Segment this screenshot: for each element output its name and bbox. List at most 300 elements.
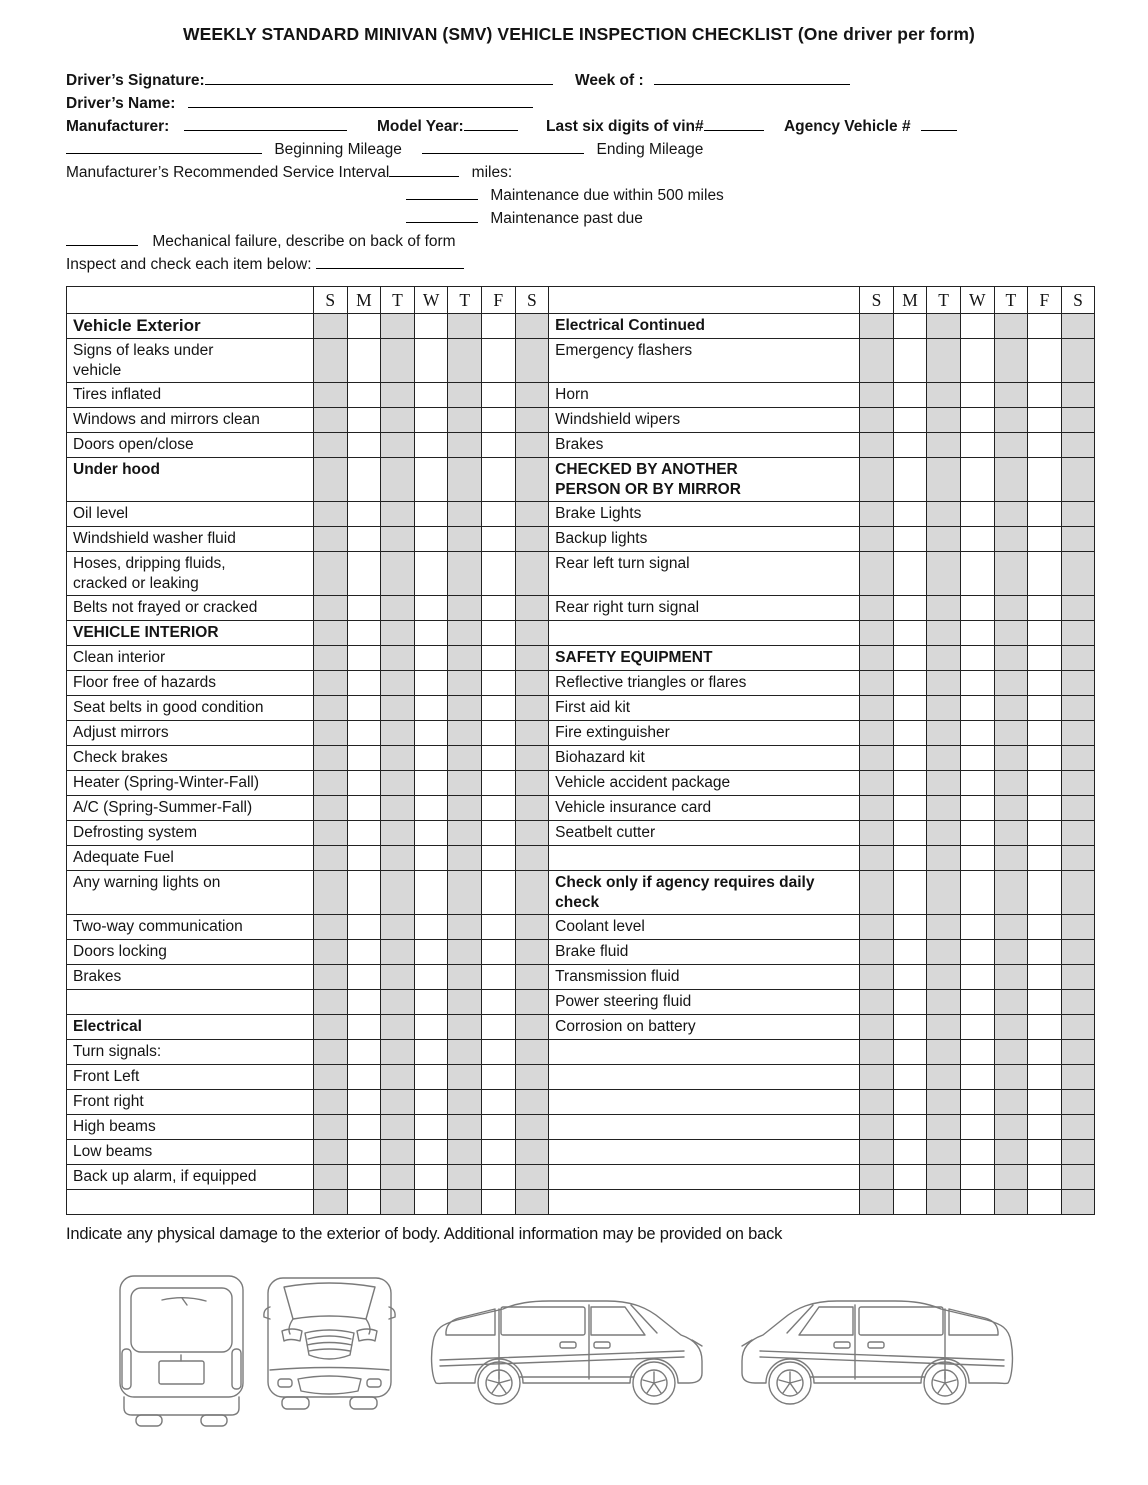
day-check-cell-wed-left[interactable] bbox=[414, 621, 448, 646]
day-check-cell-mon-right[interactable] bbox=[893, 458, 927, 502]
day-check-cell-thu-left[interactable] bbox=[448, 915, 482, 940]
day-check-cell-sun-right[interactable] bbox=[860, 821, 894, 846]
day-check-cell-mon-right[interactable] bbox=[893, 771, 927, 796]
day-check-cell-fri-left[interactable] bbox=[481, 1015, 515, 1040]
day-check-cell-tue-left[interactable] bbox=[381, 383, 415, 408]
day-check-cell-sat-left[interactable] bbox=[515, 846, 549, 871]
day-check-cell-wed-right[interactable] bbox=[960, 796, 994, 821]
day-check-cell-thu-right[interactable] bbox=[994, 1065, 1028, 1090]
day-check-cell-sun-right[interactable] bbox=[860, 1115, 894, 1140]
day-check-cell-tue-left[interactable] bbox=[381, 646, 415, 671]
day-check-cell-tue-right[interactable] bbox=[927, 527, 961, 552]
day-check-cell-sat-right[interactable] bbox=[1061, 1140, 1095, 1165]
day-check-cell-sat-left[interactable] bbox=[515, 1190, 549, 1215]
day-check-cell-tue-right[interactable] bbox=[927, 1040, 961, 1065]
day-check-cell-mon-left[interactable] bbox=[347, 746, 381, 771]
day-check-cell-fri-left[interactable] bbox=[481, 696, 515, 721]
day-check-cell-mon-right[interactable] bbox=[893, 671, 927, 696]
day-check-cell-thu-right[interactable] bbox=[994, 1090, 1028, 1115]
day-check-cell-thu-right[interactable] bbox=[994, 990, 1028, 1015]
day-check-cell-tue-right[interactable] bbox=[927, 796, 961, 821]
day-check-cell-fri-left[interactable] bbox=[481, 527, 515, 552]
day-check-cell-sun-right[interactable] bbox=[860, 1015, 894, 1040]
day-check-cell-tue-right[interactable] bbox=[927, 596, 961, 621]
day-check-cell-thu-left[interactable] bbox=[448, 1065, 482, 1090]
day-check-cell-thu-left[interactable] bbox=[448, 990, 482, 1015]
day-check-cell-sat-left[interactable] bbox=[515, 502, 549, 527]
drivers-signature-input[interactable] bbox=[205, 71, 553, 85]
day-check-cell-sat-right[interactable] bbox=[1061, 527, 1095, 552]
day-check-cell-thu-right[interactable] bbox=[994, 1140, 1028, 1165]
day-check-cell-fri-left[interactable] bbox=[481, 871, 515, 915]
day-check-cell-fri-left[interactable] bbox=[481, 458, 515, 502]
day-check-cell-sat-right[interactable] bbox=[1061, 940, 1095, 965]
day-check-cell-sun-left[interactable] bbox=[314, 383, 348, 408]
day-check-cell-fri-right[interactable] bbox=[1028, 821, 1062, 846]
day-check-cell-tue-right[interactable] bbox=[927, 408, 961, 433]
day-check-cell-sun-right[interactable] bbox=[860, 621, 894, 646]
day-check-cell-mon-right[interactable] bbox=[893, 846, 927, 871]
day-check-cell-sat-right[interactable] bbox=[1061, 1165, 1095, 1190]
day-check-cell-tue-left[interactable] bbox=[381, 1115, 415, 1140]
day-check-cell-mon-left[interactable] bbox=[347, 671, 381, 696]
day-check-cell-sun-right[interactable] bbox=[860, 383, 894, 408]
day-check-cell-sun-right[interactable] bbox=[860, 671, 894, 696]
drivers-name-input[interactable] bbox=[188, 94, 533, 108]
day-check-cell-mon-right[interactable] bbox=[893, 871, 927, 915]
day-check-cell-mon-left[interactable] bbox=[347, 527, 381, 552]
day-check-cell-sun-left[interactable] bbox=[314, 696, 348, 721]
day-check-cell-sat-left[interactable] bbox=[515, 1090, 549, 1115]
day-check-cell-sat-left[interactable] bbox=[515, 821, 549, 846]
day-check-cell-sun-right[interactable] bbox=[860, 527, 894, 552]
day-check-cell-wed-right[interactable] bbox=[960, 527, 994, 552]
day-check-cell-mon-right[interactable] bbox=[893, 746, 927, 771]
day-check-cell-sun-left[interactable] bbox=[314, 671, 348, 696]
day-check-cell-sat-left[interactable] bbox=[515, 552, 549, 596]
day-check-cell-wed-left[interactable] bbox=[414, 527, 448, 552]
day-check-cell-sat-left[interactable] bbox=[515, 990, 549, 1015]
day-check-cell-wed-right[interactable] bbox=[960, 846, 994, 871]
day-check-cell-sun-right[interactable] bbox=[860, 596, 894, 621]
day-check-cell-sun-left[interactable] bbox=[314, 621, 348, 646]
day-check-cell-thu-left[interactable] bbox=[448, 646, 482, 671]
day-check-cell-thu-left[interactable] bbox=[448, 771, 482, 796]
day-check-cell-mon-left[interactable] bbox=[347, 1115, 381, 1140]
day-check-cell-tue-right[interactable] bbox=[927, 1090, 961, 1115]
day-check-cell-tue-left[interactable] bbox=[381, 621, 415, 646]
day-check-cell-wed-left[interactable] bbox=[414, 596, 448, 621]
day-check-cell-tue-right[interactable] bbox=[927, 1015, 961, 1040]
day-check-cell-wed-left[interactable] bbox=[414, 1190, 448, 1215]
day-check-cell-fri-left[interactable] bbox=[481, 1090, 515, 1115]
day-check-cell-sat-left[interactable] bbox=[515, 646, 549, 671]
day-check-cell-thu-left[interactable] bbox=[448, 433, 482, 458]
day-check-cell-wed-left[interactable] bbox=[414, 1015, 448, 1040]
day-check-cell-sat-left[interactable] bbox=[515, 314, 549, 339]
day-check-cell-fri-left[interactable] bbox=[481, 1065, 515, 1090]
day-check-cell-wed-left[interactable] bbox=[414, 458, 448, 502]
day-check-cell-wed-left[interactable] bbox=[414, 314, 448, 339]
day-check-cell-mon-right[interactable] bbox=[893, 1190, 927, 1215]
day-check-cell-fri-right[interactable] bbox=[1028, 746, 1062, 771]
day-check-cell-wed-left[interactable] bbox=[414, 1165, 448, 1190]
day-check-cell-fri-right[interactable] bbox=[1028, 1065, 1062, 1090]
day-check-cell-sun-left[interactable] bbox=[314, 965, 348, 990]
day-check-cell-mon-left[interactable] bbox=[347, 846, 381, 871]
day-check-cell-wed-right[interactable] bbox=[960, 1040, 994, 1065]
day-check-cell-wed-left[interactable] bbox=[414, 696, 448, 721]
maintenance-due-input[interactable] bbox=[406, 186, 478, 200]
day-check-cell-thu-right[interactable] bbox=[994, 596, 1028, 621]
day-check-cell-sat-left[interactable] bbox=[515, 1040, 549, 1065]
day-check-cell-sat-left[interactable] bbox=[515, 1165, 549, 1190]
day-check-cell-sat-right[interactable] bbox=[1061, 1115, 1095, 1140]
day-check-cell-sat-right[interactable] bbox=[1061, 458, 1095, 502]
day-check-cell-mon-left[interactable] bbox=[347, 339, 381, 383]
day-check-cell-sat-right[interactable] bbox=[1061, 621, 1095, 646]
day-check-cell-sat-right[interactable] bbox=[1061, 552, 1095, 596]
day-check-cell-thu-right[interactable] bbox=[994, 871, 1028, 915]
day-check-cell-mon-left[interactable] bbox=[347, 458, 381, 502]
day-check-cell-fri-right[interactable] bbox=[1028, 1115, 1062, 1140]
day-check-cell-mon-left[interactable] bbox=[347, 1165, 381, 1190]
day-check-cell-sat-right[interactable] bbox=[1061, 596, 1095, 621]
day-check-cell-sat-right[interactable] bbox=[1061, 965, 1095, 990]
day-check-cell-tue-right[interactable] bbox=[927, 1115, 961, 1140]
day-check-cell-sun-left[interactable] bbox=[314, 796, 348, 821]
day-check-cell-sun-left[interactable] bbox=[314, 1015, 348, 1040]
day-check-cell-sat-right[interactable] bbox=[1061, 746, 1095, 771]
day-check-cell-mon-left[interactable] bbox=[347, 1040, 381, 1065]
day-check-cell-sat-left[interactable] bbox=[515, 696, 549, 721]
day-check-cell-sun-left[interactable] bbox=[314, 314, 348, 339]
day-check-cell-sun-left[interactable] bbox=[314, 1140, 348, 1165]
day-check-cell-mon-right[interactable] bbox=[893, 433, 927, 458]
day-check-cell-wed-right[interactable] bbox=[960, 1090, 994, 1115]
day-check-cell-fri-right[interactable] bbox=[1028, 771, 1062, 796]
day-check-cell-sat-right[interactable] bbox=[1061, 821, 1095, 846]
day-check-cell-wed-left[interactable] bbox=[414, 721, 448, 746]
day-check-cell-thu-right[interactable] bbox=[994, 965, 1028, 990]
day-check-cell-sat-left[interactable] bbox=[515, 527, 549, 552]
day-check-cell-thu-left[interactable] bbox=[448, 596, 482, 621]
day-check-cell-sat-right[interactable] bbox=[1061, 871, 1095, 915]
day-check-cell-sun-right[interactable] bbox=[860, 408, 894, 433]
day-check-cell-thu-right[interactable] bbox=[994, 314, 1028, 339]
day-check-cell-fri-left[interactable] bbox=[481, 596, 515, 621]
day-check-cell-thu-left[interactable] bbox=[448, 339, 482, 383]
day-check-cell-sat-left[interactable] bbox=[515, 1140, 549, 1165]
day-check-cell-wed-right[interactable] bbox=[960, 1190, 994, 1215]
day-check-cell-mon-right[interactable] bbox=[893, 527, 927, 552]
day-check-cell-wed-right[interactable] bbox=[960, 771, 994, 796]
day-check-cell-wed-right[interactable] bbox=[960, 1165, 994, 1190]
day-check-cell-sat-left[interactable] bbox=[515, 1015, 549, 1040]
day-check-cell-wed-left[interactable] bbox=[414, 1065, 448, 1090]
day-check-cell-wed-left[interactable] bbox=[414, 940, 448, 965]
day-check-cell-thu-left[interactable] bbox=[448, 1165, 482, 1190]
day-check-cell-sun-left[interactable] bbox=[314, 1040, 348, 1065]
day-check-cell-wed-right[interactable] bbox=[960, 915, 994, 940]
day-check-cell-thu-left[interactable] bbox=[448, 940, 482, 965]
day-check-cell-wed-left[interactable] bbox=[414, 1090, 448, 1115]
day-check-cell-sat-right[interactable] bbox=[1061, 383, 1095, 408]
day-check-cell-wed-left[interactable] bbox=[414, 821, 448, 846]
maintenance-past-input[interactable] bbox=[406, 209, 478, 223]
day-check-cell-thu-right[interactable] bbox=[994, 646, 1028, 671]
day-check-cell-mon-left[interactable] bbox=[347, 1190, 381, 1215]
day-check-cell-thu-left[interactable] bbox=[448, 671, 482, 696]
beginning-mileage-input[interactable] bbox=[66, 140, 262, 154]
day-check-cell-sat-left[interactable] bbox=[515, 596, 549, 621]
day-check-cell-mon-right[interactable] bbox=[893, 796, 927, 821]
day-check-cell-sat-right[interactable] bbox=[1061, 915, 1095, 940]
day-check-cell-wed-left[interactable] bbox=[414, 502, 448, 527]
day-check-cell-wed-right[interactable] bbox=[960, 552, 994, 596]
day-check-cell-mon-right[interactable] bbox=[893, 1090, 927, 1115]
day-check-cell-thu-left[interactable] bbox=[448, 552, 482, 596]
day-check-cell-mon-right[interactable] bbox=[893, 646, 927, 671]
day-check-cell-tue-left[interactable] bbox=[381, 746, 415, 771]
day-check-cell-wed-left[interactable] bbox=[414, 552, 448, 596]
day-check-cell-thu-right[interactable] bbox=[994, 746, 1028, 771]
day-check-cell-fri-left[interactable] bbox=[481, 771, 515, 796]
day-check-cell-fri-right[interactable] bbox=[1028, 990, 1062, 1015]
day-check-cell-mon-left[interactable] bbox=[347, 502, 381, 527]
day-check-cell-mon-right[interactable] bbox=[893, 915, 927, 940]
day-check-cell-sun-left[interactable] bbox=[314, 408, 348, 433]
day-check-cell-fri-left[interactable] bbox=[481, 552, 515, 596]
day-check-cell-wed-left[interactable] bbox=[414, 915, 448, 940]
day-check-cell-wed-left[interactable] bbox=[414, 1040, 448, 1065]
day-check-cell-wed-right[interactable] bbox=[960, 940, 994, 965]
day-check-cell-fri-left[interactable] bbox=[481, 502, 515, 527]
day-check-cell-fri-left[interactable] bbox=[481, 1190, 515, 1215]
day-check-cell-mon-left[interactable] bbox=[347, 796, 381, 821]
day-check-cell-mon-left[interactable] bbox=[347, 1140, 381, 1165]
day-check-cell-thu-right[interactable] bbox=[994, 408, 1028, 433]
day-check-cell-wed-left[interactable] bbox=[414, 433, 448, 458]
day-check-cell-fri-left[interactable] bbox=[481, 965, 515, 990]
day-check-cell-tue-right[interactable] bbox=[927, 339, 961, 383]
day-check-cell-tue-left[interactable] bbox=[381, 671, 415, 696]
day-check-cell-sun-right[interactable] bbox=[860, 1065, 894, 1090]
day-check-cell-sun-left[interactable] bbox=[314, 1065, 348, 1090]
day-check-cell-tue-right[interactable] bbox=[927, 721, 961, 746]
day-check-cell-sun-right[interactable] bbox=[860, 696, 894, 721]
day-check-cell-tue-right[interactable] bbox=[927, 1140, 961, 1165]
day-check-cell-sun-right[interactable] bbox=[860, 846, 894, 871]
day-check-cell-wed-right[interactable] bbox=[960, 1140, 994, 1165]
day-check-cell-fri-left[interactable] bbox=[481, 433, 515, 458]
day-check-cell-wed-right[interactable] bbox=[960, 314, 994, 339]
day-check-cell-sun-left[interactable] bbox=[314, 552, 348, 596]
day-check-cell-thu-left[interactable] bbox=[448, 746, 482, 771]
day-check-cell-mon-left[interactable] bbox=[347, 408, 381, 433]
day-check-cell-sun-right[interactable] bbox=[860, 940, 894, 965]
day-check-cell-mon-left[interactable] bbox=[347, 915, 381, 940]
day-check-cell-fri-left[interactable] bbox=[481, 821, 515, 846]
day-check-cell-fri-right[interactable] bbox=[1028, 596, 1062, 621]
day-check-cell-fri-right[interactable] bbox=[1028, 871, 1062, 915]
day-check-cell-thu-right[interactable] bbox=[994, 527, 1028, 552]
day-check-cell-mon-left[interactable] bbox=[347, 1090, 381, 1115]
day-check-cell-sun-left[interactable] bbox=[314, 990, 348, 1015]
day-check-cell-sat-left[interactable] bbox=[515, 458, 549, 502]
day-check-cell-sun-left[interactable] bbox=[314, 915, 348, 940]
day-check-cell-tue-right[interactable] bbox=[927, 671, 961, 696]
day-check-cell-wed-left[interactable] bbox=[414, 965, 448, 990]
day-check-cell-sat-right[interactable] bbox=[1061, 796, 1095, 821]
day-check-cell-tue-left[interactable] bbox=[381, 339, 415, 383]
day-check-cell-mon-left[interactable] bbox=[347, 383, 381, 408]
day-check-cell-sun-right[interactable] bbox=[860, 915, 894, 940]
day-check-cell-thu-right[interactable] bbox=[994, 1040, 1028, 1065]
day-check-cell-mon-left[interactable] bbox=[347, 821, 381, 846]
day-check-cell-sun-right[interactable] bbox=[860, 1140, 894, 1165]
day-check-cell-mon-left[interactable] bbox=[347, 940, 381, 965]
day-check-cell-fri-right[interactable] bbox=[1028, 408, 1062, 433]
day-check-cell-sun-left[interactable] bbox=[314, 721, 348, 746]
day-check-cell-wed-right[interactable] bbox=[960, 1065, 994, 1090]
day-check-cell-thu-right[interactable] bbox=[994, 940, 1028, 965]
day-check-cell-fri-left[interactable] bbox=[481, 846, 515, 871]
day-check-cell-mon-left[interactable] bbox=[347, 990, 381, 1015]
day-check-cell-thu-left[interactable] bbox=[448, 871, 482, 915]
day-check-cell-fri-right[interactable] bbox=[1028, 846, 1062, 871]
day-check-cell-mon-left[interactable] bbox=[347, 696, 381, 721]
day-check-cell-sat-right[interactable] bbox=[1061, 502, 1095, 527]
day-check-cell-sat-left[interactable] bbox=[515, 1065, 549, 1090]
day-check-cell-fri-right[interactable] bbox=[1028, 940, 1062, 965]
day-check-cell-thu-left[interactable] bbox=[448, 383, 482, 408]
day-check-cell-wed-right[interactable] bbox=[960, 433, 994, 458]
day-check-cell-wed-right[interactable] bbox=[960, 696, 994, 721]
day-check-cell-thu-right[interactable] bbox=[994, 1165, 1028, 1190]
day-check-cell-tue-left[interactable] bbox=[381, 527, 415, 552]
week-of-input[interactable] bbox=[654, 71, 850, 85]
day-check-cell-mon-left[interactable] bbox=[347, 771, 381, 796]
day-check-cell-sun-right[interactable] bbox=[860, 746, 894, 771]
day-check-cell-sun-left[interactable] bbox=[314, 1115, 348, 1140]
day-check-cell-sun-right[interactable] bbox=[860, 871, 894, 915]
day-check-cell-sat-left[interactable] bbox=[515, 965, 549, 990]
day-check-cell-mon-left[interactable] bbox=[347, 596, 381, 621]
day-check-cell-fri-left[interactable] bbox=[481, 940, 515, 965]
day-check-cell-sun-right[interactable] bbox=[860, 965, 894, 990]
day-check-cell-tue-left[interactable] bbox=[381, 1090, 415, 1115]
day-check-cell-sun-right[interactable] bbox=[860, 990, 894, 1015]
inspect-input[interactable] bbox=[316, 255, 464, 269]
day-check-cell-sun-right[interactable] bbox=[860, 339, 894, 383]
day-check-cell-sat-right[interactable] bbox=[1061, 990, 1095, 1015]
day-check-cell-sat-right[interactable] bbox=[1061, 1040, 1095, 1065]
day-check-cell-mon-right[interactable] bbox=[893, 965, 927, 990]
day-check-cell-fri-right[interactable] bbox=[1028, 915, 1062, 940]
day-check-cell-fri-right[interactable] bbox=[1028, 1140, 1062, 1165]
day-check-cell-tue-right[interactable] bbox=[927, 871, 961, 915]
day-check-cell-sat-right[interactable] bbox=[1061, 696, 1095, 721]
day-check-cell-sat-right[interactable] bbox=[1061, 721, 1095, 746]
day-check-cell-tue-left[interactable] bbox=[381, 1190, 415, 1215]
day-check-cell-wed-right[interactable] bbox=[960, 646, 994, 671]
day-check-cell-thu-left[interactable] bbox=[448, 458, 482, 502]
day-check-cell-fri-left[interactable] bbox=[481, 1165, 515, 1190]
day-check-cell-thu-right[interactable] bbox=[994, 339, 1028, 383]
day-check-cell-thu-left[interactable] bbox=[448, 846, 482, 871]
day-check-cell-mon-left[interactable] bbox=[347, 721, 381, 746]
day-check-cell-sat-right[interactable] bbox=[1061, 1090, 1095, 1115]
day-check-cell-wed-left[interactable] bbox=[414, 746, 448, 771]
day-check-cell-thu-right[interactable] bbox=[994, 383, 1028, 408]
day-check-cell-sun-left[interactable] bbox=[314, 1090, 348, 1115]
day-check-cell-tue-left[interactable] bbox=[381, 502, 415, 527]
day-check-cell-thu-right[interactable] bbox=[994, 621, 1028, 646]
day-check-cell-sat-left[interactable] bbox=[515, 671, 549, 696]
day-check-cell-sat-left[interactable] bbox=[515, 871, 549, 915]
day-check-cell-tue-right[interactable] bbox=[927, 1065, 961, 1090]
vin-input[interactable] bbox=[704, 117, 764, 131]
day-check-cell-mon-left[interactable] bbox=[347, 314, 381, 339]
day-check-cell-fri-left[interactable] bbox=[481, 796, 515, 821]
day-check-cell-tue-left[interactable] bbox=[381, 408, 415, 433]
day-check-cell-wed-left[interactable] bbox=[414, 871, 448, 915]
day-check-cell-sat-left[interactable] bbox=[515, 339, 549, 383]
day-check-cell-sat-right[interactable] bbox=[1061, 846, 1095, 871]
day-check-cell-sun-right[interactable] bbox=[860, 502, 894, 527]
day-check-cell-wed-right[interactable] bbox=[960, 1015, 994, 1040]
day-check-cell-sun-right[interactable] bbox=[860, 646, 894, 671]
day-check-cell-tue-left[interactable] bbox=[381, 1140, 415, 1165]
day-check-cell-mon-right[interactable] bbox=[893, 990, 927, 1015]
day-check-cell-wed-left[interactable] bbox=[414, 771, 448, 796]
day-check-cell-tue-left[interactable] bbox=[381, 940, 415, 965]
day-check-cell-sun-right[interactable] bbox=[860, 552, 894, 596]
day-check-cell-tue-left[interactable] bbox=[381, 965, 415, 990]
day-check-cell-mon-left[interactable] bbox=[347, 552, 381, 596]
day-check-cell-wed-right[interactable] bbox=[960, 339, 994, 383]
day-check-cell-fri-right[interactable] bbox=[1028, 696, 1062, 721]
day-check-cell-sat-left[interactable] bbox=[515, 940, 549, 965]
day-check-cell-mon-right[interactable] bbox=[893, 821, 927, 846]
day-check-cell-tue-right[interactable] bbox=[927, 1165, 961, 1190]
day-check-cell-mon-right[interactable] bbox=[893, 940, 927, 965]
day-check-cell-tue-right[interactable] bbox=[927, 458, 961, 502]
day-check-cell-mon-right[interactable] bbox=[893, 1040, 927, 1065]
day-check-cell-sat-left[interactable] bbox=[515, 721, 549, 746]
day-check-cell-tue-left[interactable] bbox=[381, 990, 415, 1015]
day-check-cell-thu-right[interactable] bbox=[994, 671, 1028, 696]
day-check-cell-sun-left[interactable] bbox=[314, 458, 348, 502]
day-check-cell-sun-left[interactable] bbox=[314, 821, 348, 846]
day-check-cell-fri-right[interactable] bbox=[1028, 621, 1062, 646]
day-check-cell-thu-left[interactable] bbox=[448, 408, 482, 433]
day-check-cell-tue-left[interactable] bbox=[381, 1040, 415, 1065]
day-check-cell-tue-right[interactable] bbox=[927, 846, 961, 871]
day-check-cell-fri-left[interactable] bbox=[481, 990, 515, 1015]
day-check-cell-fri-right[interactable] bbox=[1028, 1015, 1062, 1040]
day-check-cell-wed-right[interactable] bbox=[960, 721, 994, 746]
day-check-cell-tue-right[interactable] bbox=[927, 621, 961, 646]
day-check-cell-thu-left[interactable] bbox=[448, 1140, 482, 1165]
day-check-cell-sun-left[interactable] bbox=[314, 1165, 348, 1190]
day-check-cell-sun-left[interactable] bbox=[314, 940, 348, 965]
day-check-cell-mon-left[interactable] bbox=[347, 1015, 381, 1040]
day-check-cell-mon-right[interactable] bbox=[893, 621, 927, 646]
day-check-cell-tue-right[interactable] bbox=[927, 940, 961, 965]
day-check-cell-thu-left[interactable] bbox=[448, 1040, 482, 1065]
